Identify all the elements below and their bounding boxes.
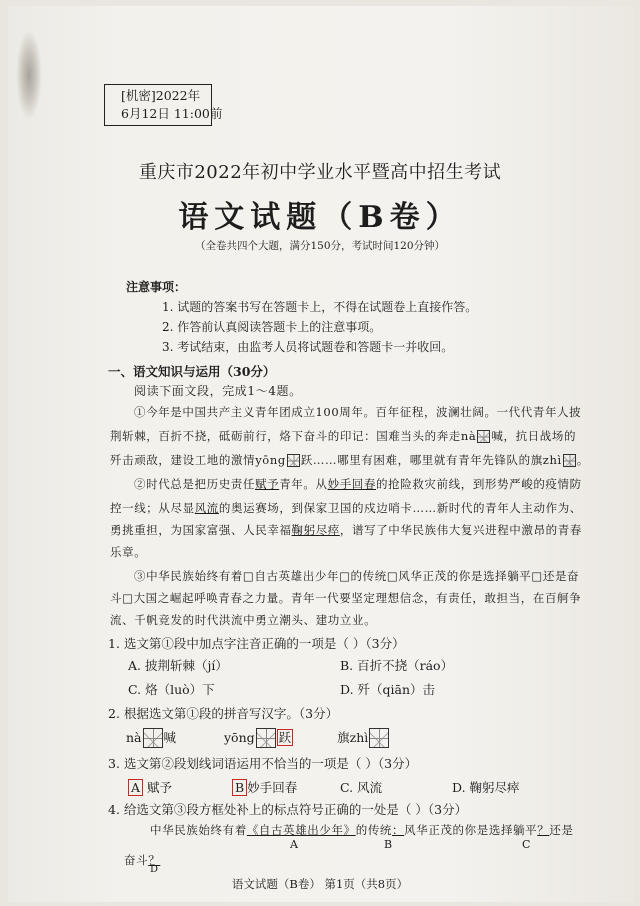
q4-label-c: C bbox=[522, 838, 531, 851]
q4-sentence-line1: 中华民族始终有着《自古英雄出少年》的传统：风华正茂的你是选择躺平？还是 bbox=[150, 823, 574, 837]
exam-title: 重庆市2022年初中学业水平暨高中招生考试 bbox=[138, 162, 502, 183]
char-grid-box bbox=[287, 454, 300, 467]
q4-label-d: D bbox=[150, 864, 159, 875]
answer-mark-b: B bbox=[232, 779, 247, 796]
stamp-line-2: 6月12日 11:00前 bbox=[121, 106, 223, 121]
notes-heading: 注意事项： bbox=[126, 280, 187, 294]
confidential-stamp bbox=[104, 84, 223, 126]
q3-option-c: C. 风流 bbox=[340, 780, 383, 795]
q3-stem: 3. 选文第②段划线词语运用不恰当的一项是（ ）（3分） bbox=[108, 756, 418, 771]
subject-title: 语文试题（B卷） bbox=[178, 200, 462, 235]
q4-label-a: A bbox=[290, 838, 298, 851]
section1-heading: 一、语文知识与运用（30分） bbox=[108, 364, 276, 379]
notes-item-1: 1. 试题的答案书写在答题卡上，不得在试题卷上直接作答。 bbox=[162, 300, 478, 314]
notes-item-2: 2. 作答前认真阅读答题卡上的注意事项。 bbox=[162, 320, 382, 334]
q2-stem: 2. 根据选文第①段的拼音写汉字。（3分） bbox=[108, 706, 339, 721]
q1-option-b: B. 百折不挠（ráo） bbox=[340, 658, 454, 673]
answer-mark-a: A bbox=[128, 779, 143, 796]
char-grid-box bbox=[143, 728, 163, 748]
char-grid-box bbox=[256, 728, 276, 748]
section1-intro: 阅读下面文段，完成1～4题。 bbox=[134, 384, 302, 398]
q1-option-a: A. 披荆斩棘（jí） bbox=[128, 658, 228, 673]
p2-line3: 勇挑重担，为国家富强、人民幸福鞠躬尽瘁，谱写了中华民族伟大复兴进程中激昂的青春 bbox=[110, 523, 582, 537]
p3-line3: 流、千帆竞发的时代洪流中勇立潮头、建功立业。 bbox=[110, 613, 377, 627]
p2-line4: 乐章。 bbox=[110, 545, 147, 559]
q1-option-d: D. 歼（qiān）击 bbox=[340, 682, 436, 697]
q2-answer-row: nà 喊 yōng 跃 旗zhì bbox=[126, 728, 390, 748]
q4-sentence-line2: 奋斗？ bbox=[124, 853, 161, 867]
char-grid-box bbox=[477, 430, 490, 443]
q3-option-b: B 妙手回春 bbox=[232, 778, 297, 796]
q3-option-d: D. 鞠躬尽瘁 bbox=[452, 780, 520, 795]
p1-line3: 歼击顽敌，建设工地的激情yōng 跃……哪里有困难，哪里就有青年先锋队的旗zhì 。 bbox=[110, 453, 589, 467]
p1-line1: ①今年是中国共产主义青年团成立100周年。百年征程，波澜壮阔。一代代青年人披 bbox=[134, 405, 582, 419]
p1-line2: 荆斩棘，百折不挠，砥砺前行，烙下奋斗的印记：国难当头的奔走nà 喊，抗日战场的 bbox=[110, 429, 577, 443]
char-grid-box bbox=[369, 728, 389, 748]
q3-option-a: A 赋予 bbox=[128, 778, 172, 796]
answer-box: 跃 bbox=[278, 730, 292, 745]
stamp-line-1: [机密]2022年 bbox=[121, 88, 201, 103]
page-footer: 语文试题（B卷） 第1页（共8页） bbox=[231, 877, 409, 891]
p2-line1: ②时代总是把历史责任赋予青年。从妙手回春的抢险救灾前线，到形势严峻的疫情防 bbox=[134, 477, 582, 491]
p2-line2: 控一线；从尽显风流的奥运赛场，到保家卫国的戍边哨卡……新时代的青年人主动作为、 bbox=[110, 501, 582, 515]
notes-item-3: 3. 考试结束，由监考人员将试题卷和答题卡一并收回。 bbox=[162, 340, 454, 354]
exam-instructions: （全卷共四个大题，满分150分，考试时间120分钟） bbox=[194, 240, 446, 252]
q4-stem: 4. 给选文第③段方框处补上的标点符号正确的一处是（ ）（3分） bbox=[108, 802, 468, 817]
q1-option-c: C. 烙（luò）下 bbox=[128, 682, 215, 697]
char-grid-box bbox=[563, 454, 576, 467]
scan-smudge bbox=[16, 30, 42, 120]
q4-label-b: B bbox=[384, 838, 393, 851]
p3-line1: ③中华民族始终有着□自古英雄出少年□的传统□风华正茂的你是选择躺平□还是奋 bbox=[134, 569, 580, 583]
p3-line2: 斗□大国之崛起呼唤青春之力量。青年一代要坚定理想信念，有责任，敢担当，在百舸争 bbox=[110, 591, 582, 605]
q1-stem: 1. 选文第①段中加点字注音正确的一项是（ ）（3分） bbox=[108, 636, 405, 651]
